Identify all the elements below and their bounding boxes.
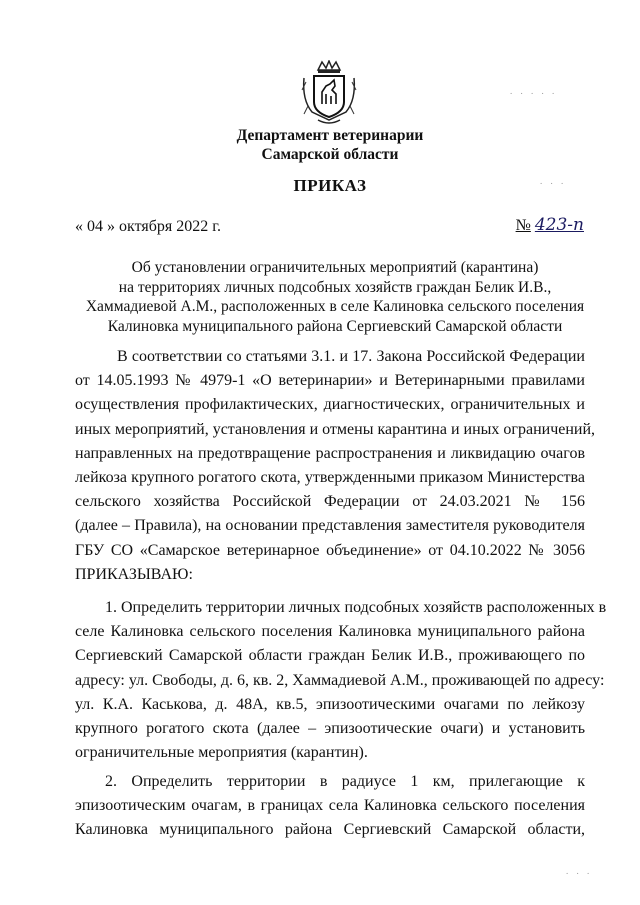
paragraph-line: ПРИКАЗЫВАЮ: [75,565,193,583]
paragraph-line: направленных на предотвращение распространения и ликвидацию очагов [75,444,585,462]
order-number [516,215,584,235]
paragraph-line: лейкоза крупного рогатого скота, утвержденными приказом Министерства [75,468,585,486]
paragraph-line: Калиновка муниципального района Сергиевский Самарской области, [75,821,585,839]
coat-of-arms-icon [300,60,358,126]
subject-line: Об установлении ограничительных мероприятий (карантина) [131,259,539,276]
paragraph-line: ГБУ СО «Самарское ветеринарное объединение» от 04.10.2022 № 3056 [75,541,585,559]
scan-artifact: . . . [566,866,593,876]
document-title: ПРИКАЗ [293,176,367,195]
paragraph-line: селе Калиновка сельского поселения Калиновка муниципального района [75,623,585,641]
scan-artifact: . . . . . [510,86,558,96]
paragraph-line: 1. Определить территории личных подсобных хозяйств расположенных в [105,599,607,616]
order-date: « 04 » октября 2022 г. [75,218,221,235]
number-label: № [515,217,531,234]
paragraph-line: крупного рогатого скота (далее – эпизоотические очаги) и установить [75,719,585,737]
department-name: Департамент ветеринарии [236,127,424,144]
paragraph-line: ул. К.А. Каськова, д. 48А, кв.5, эпизоотическими очагами по лейкозу [75,695,585,713]
paragraph-line: эпизоотическим очагам, в границах села Калиновка сельского поселения [75,797,585,815]
department-region: Самарской области [261,146,399,163]
subject-line: на территориях личных подсобных хозяйств граждан Белик И.В., [118,278,552,296]
preamble-paragraph [75,345,596,587]
clause-1-paragraph [75,596,607,765]
paragraph-line: от 14.05.1993 № 4979-1 «О ветеринарии» и Ветеринарными правилами [75,372,585,390]
number-value: 423-п [534,215,584,235]
paragraph-line: 2. Определить территории в радиусе 1 км, прилегающие к [105,773,585,790]
scan-artifact: . . . [540,176,567,186]
paragraph-line: (далее – Правила), на основании представления заместителя руководителя [75,517,585,535]
paragraph-line: Сергиевский Самарской области граждан Белик И.В., проживающего по [75,647,585,665]
paragraph-line: В соответствии со статьями 3.1. и 17. Закона Российской Федерации [117,348,585,365]
paragraph-line: адресу: ул. Свободы, д. 6, кв. 2, Хаммадиевой А.М., проживающей по адресу: [75,671,605,689]
subject-line: Хаммадиевой А.М., расположенных в селе Калиновка сельского поселения [85,298,585,315]
order-subject [70,258,600,336]
clause-2-paragraph [75,770,585,843]
paragraph-line: осуществления профилактических, диагностических, ограничительных и [75,396,585,414]
subject-line: Калиновка муниципального района Сергиевский Самарской области [107,317,563,335]
paragraph-line: иных мероприятий, установления и отмены карантина и иных ограничений, [75,420,596,438]
paragraph-line: ограничительные мероприятия (карантин). [75,744,368,762]
paragraph-line: сельского хозяйства Российской Федерации от 24.03.2021 № 156 [75,493,585,511]
